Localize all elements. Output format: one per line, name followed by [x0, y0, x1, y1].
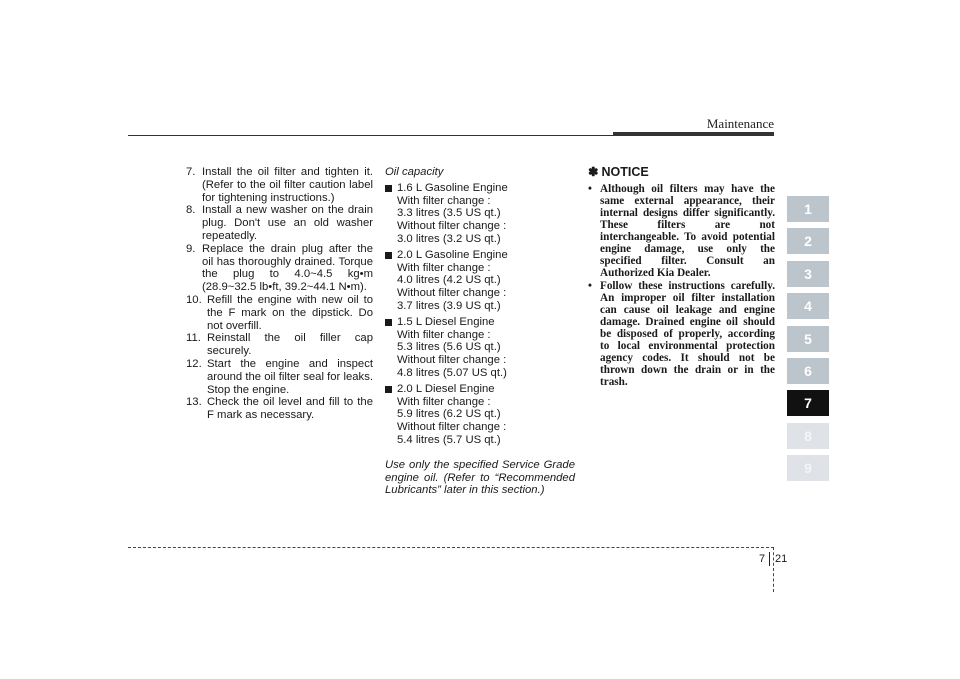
with-filter-value: 3.3 litres (3.5 US qt.) [397, 207, 501, 220]
oil-capacity-title: Oil capacity [385, 166, 444, 178]
engine-spec [385, 383, 575, 447]
notice-bullet-text: Follow these instructions carefully. An improper oil filter installation can cause oil leakage and engine damage. Drained engine oil should be disposed of properly, according to local environmental protection agency codes. It should not be thrown down the drain or in the trash. [600, 279, 775, 389]
notice-body [588, 183, 775, 389]
without-filter-label: Without filter change : [397, 287, 507, 300]
notice-title: NOTICE [601, 165, 649, 179]
chapter-tab-7[interactable]: 7 [787, 390, 829, 416]
step-item [186, 396, 373, 422]
bullet-dot-icon: • [588, 279, 592, 292]
chapter-tab-6[interactable]: 6 [787, 358, 829, 384]
without-filter-label: Without filter change : [397, 421, 507, 434]
chapter-tab-2[interactable]: 2 [787, 228, 829, 254]
step-number: 11. [186, 332, 201, 345]
footer-rule [128, 547, 774, 548]
notice-bullet [588, 280, 775, 389]
square-bullet-icon [385, 319, 392, 326]
with-filter-label: With filter change : [397, 194, 491, 207]
without-filter-value: 4.8 litres (5.07 US qt.) [397, 366, 507, 379]
step-item [186, 166, 373, 204]
step-number: 8. [186, 204, 196, 217]
with-filter-label: With filter change : [397, 328, 491, 341]
chapter-tab-9[interactable]: 9 [787, 455, 829, 481]
steps-column [186, 166, 373, 422]
step-item [186, 332, 373, 358]
chapter-tabs [787, 196, 829, 488]
with-filter-value: 4.0 litres (4.2 US qt.) [397, 274, 501, 287]
square-bullet-icon [385, 185, 392, 192]
page-chapter: 7 [759, 553, 766, 565]
step-item [186, 204, 373, 242]
asterisk-icon: ✽ [588, 165, 599, 179]
footer-vertical-rule [773, 547, 774, 592]
notice-bullet [588, 183, 775, 280]
step-text: Replace the drain plug after the oil has thoroughly drained. Torque the plug to 4.0~4.5 kg•m (28.9~32.5 lb•ft, 39.2~44.1 N•m). [202, 242, 373, 294]
oil-grade-note: Use only the specified Service Grade engine oil. (Refer to “Recommended Lubricants” later in this section.) [385, 458, 575, 497]
step-number: 12. [186, 357, 202, 370]
step-text: Check the oil level and fill to the F mark as necessary. [207, 396, 373, 422]
step-item [186, 294, 373, 332]
engine-name: 1.6 L Gasoline Engine [397, 181, 508, 194]
step-text: Reinstall the oil filler cap securely. [207, 332, 373, 358]
engine-name: 2.0 L Diesel Engine [397, 382, 495, 395]
step-text: Install a new washer on the drain plug. Don't use an old washer repeatedly. [202, 204, 373, 242]
with-filter-value: 5.3 litres (5.6 US qt.) [397, 341, 501, 354]
engine-spec [385, 249, 575, 313]
without-filter-label: Without filter change : [397, 220, 507, 233]
chapter-tab-4[interactable]: 4 [787, 293, 829, 319]
square-bullet-icon [385, 386, 392, 393]
notice-column [588, 166, 775, 388]
with-filter-label: With filter change : [397, 261, 491, 274]
without-filter-value: 5.4 litres (5.7 US qt.) [397, 433, 501, 446]
chapter-tab-5[interactable]: 5 [787, 326, 829, 352]
engine-name: 1.5 L Diesel Engine [397, 315, 495, 328]
notice-heading [588, 166, 775, 179]
engine-name: 2.0 L Gasoline Engine [397, 248, 508, 261]
engine-spec [385, 182, 575, 246]
engine-spec [385, 316, 575, 380]
without-filter-value: 3.0 litres (3.2 US qt.) [397, 232, 501, 245]
step-text: Install the oil filter and tighten it. (Refer to the oil filter caution label for tightening instructions.) [202, 166, 373, 204]
step-number: 9. [186, 242, 196, 255]
with-filter-label: With filter change : [397, 395, 491, 408]
step-text: Refill the engine with new oil to the F mark on the dipstick. Do not overfill. [207, 293, 373, 332]
with-filter-value: 5.9 litres (6.2 US qt.) [397, 408, 501, 421]
step-number: 13. [186, 396, 202, 409]
bullet-dot-icon: • [588, 182, 592, 195]
header-title: Maintenance [706, 116, 774, 131]
page-number-divider [769, 552, 770, 566]
square-bullet-icon [385, 252, 392, 259]
oil-capacity-column [385, 166, 575, 497]
steps-list [186, 166, 373, 422]
page-number: 21 [775, 553, 788, 565]
without-filter-label: Without filter change : [397, 354, 507, 367]
step-number: 7. [186, 166, 196, 178]
header-accent-bar [613, 132, 774, 136]
step-text: Start the engine and inspect around the oil filter seal for leaks. Stop the engine. [207, 357, 373, 396]
notice-bullet-text: Although oil filters may have the same external appearance, their internal designs differ significantly. These filters are not interchangeable. To avoid potential engine damage, use only the specified filter. Consult an Authorized Kia Dealer. [600, 182, 775, 280]
chapter-tab-1[interactable]: 1 [787, 196, 829, 222]
chapter-tab-8[interactable]: 8 [787, 423, 829, 449]
step-item [186, 243, 373, 294]
step-item [186, 358, 373, 396]
step-number: 10. [186, 293, 202, 306]
chapter-tab-3[interactable]: 3 [787, 261, 829, 287]
without-filter-value: 3.7 litres (3.9 US qt.) [397, 299, 501, 312]
